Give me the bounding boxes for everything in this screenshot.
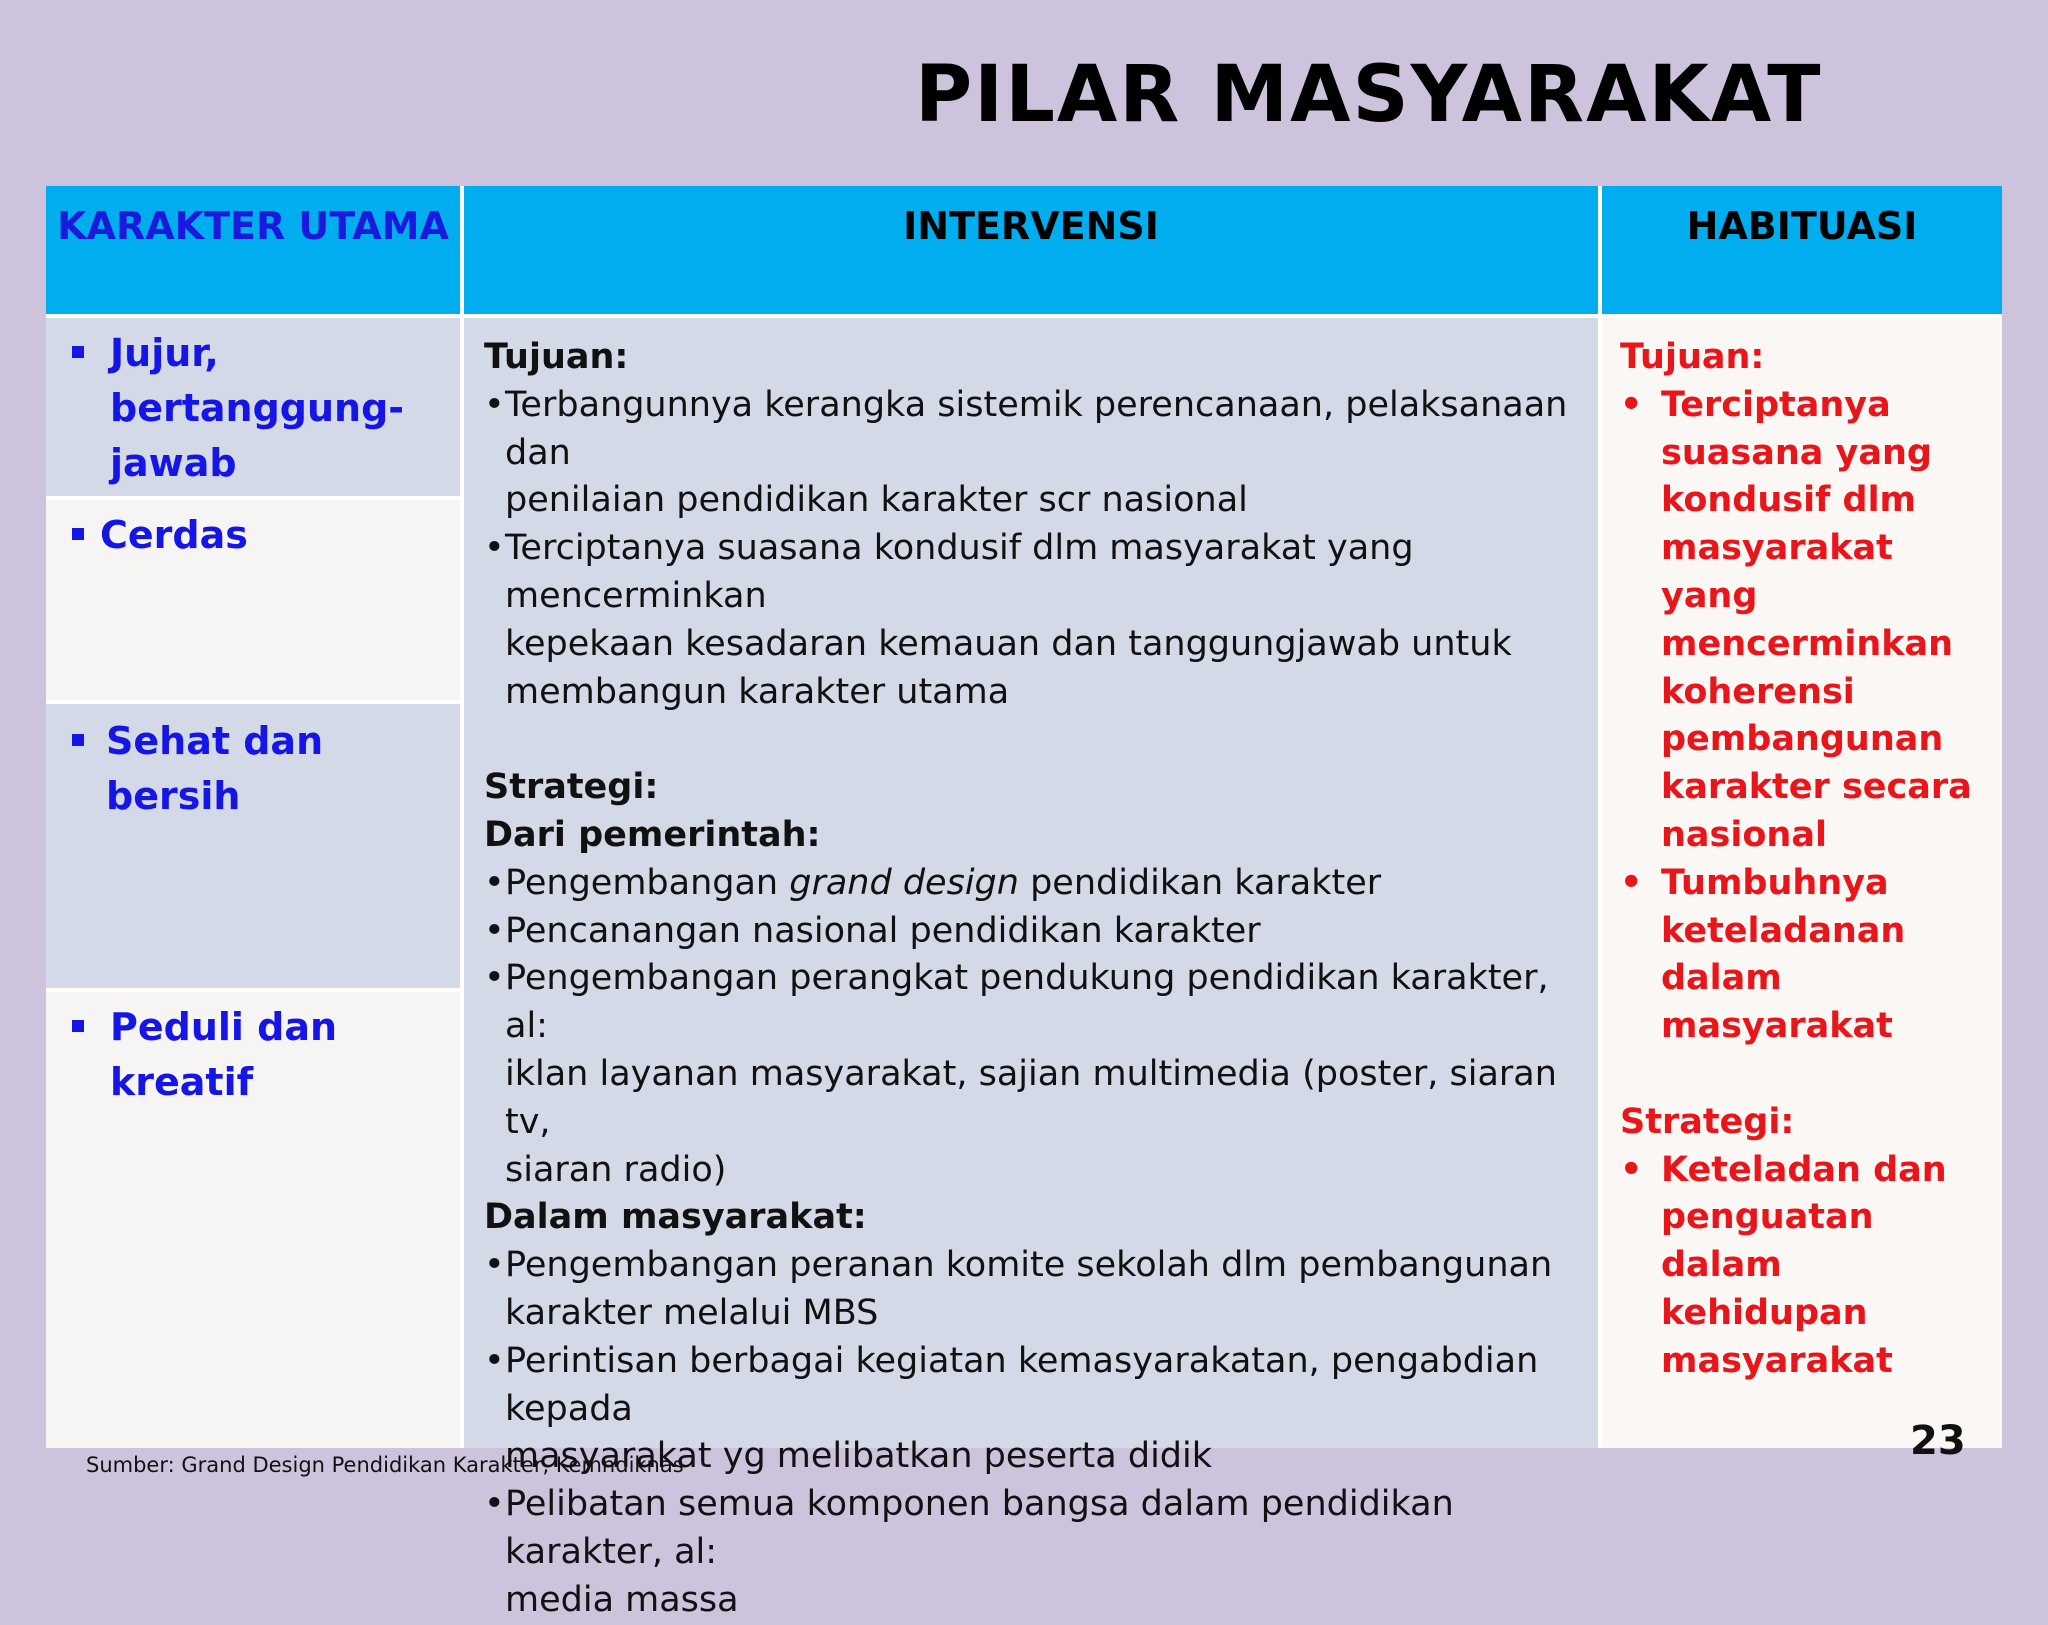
bullet-icon: • (1620, 862, 1643, 903)
habituasi-tujuan-heading: Tujuan: (1620, 337, 1765, 377)
intervensi-pemerintah-item (484, 955, 1578, 1194)
text-line: karakter melalui MBS (505, 1292, 879, 1333)
bullet-icon: • (484, 1245, 505, 1286)
text-line: Pelibatan semua komponen bangsa dalam pendidikan karakter, al: (505, 1484, 1454, 1572)
text-line: Perintisan berbagai kegiatan kemasyarakatan, pengabdian kepada (505, 1340, 1539, 1429)
text-line: masyarakat yang (1661, 528, 1893, 616)
intervensi-tujuan-heading: Tujuan: (484, 337, 629, 377)
text-line: koherensi (1661, 671, 1855, 712)
text-line: media massa (505, 1579, 739, 1620)
text-line: suasana yang (1661, 432, 1932, 473)
text-line: Terbangunnya kerangka sistemik perencanaan, pelaksanaan dan (505, 384, 1568, 473)
text-line: Keteladan dan (1661, 1149, 1947, 1190)
text-line: keteladanan dalam (1661, 910, 1906, 999)
intervensi-tujuan-item (484, 382, 1578, 525)
text-line: pembangunan (1661, 719, 1944, 760)
bullet-icon: • (484, 1484, 505, 1525)
habituasi-tujuan-item (1620, 382, 1992, 860)
karakter-item-sehat (72, 714, 460, 824)
text-line: nasional (1661, 814, 1827, 855)
text-line: Tumbuhnya (1661, 862, 1889, 903)
bullet-icon: • (484, 528, 505, 569)
karakter-line: bertanggung- (110, 386, 405, 430)
karakter-line: Jujur, (110, 331, 219, 375)
text-line: masyarakat yg melibatkan peserta didik (505, 1436, 1213, 1477)
square-bullet-icon (72, 734, 84, 746)
text-span: Pengembangan (505, 862, 790, 903)
habituasi-strategi-item (1620, 1147, 1992, 1386)
bullet-icon: • (484, 862, 505, 903)
text-line: kondusif dlm (1661, 480, 1917, 521)
habituasi-strategi-heading: Strategi: (1620, 1101, 1795, 1142)
karakter-cell-2 (46, 500, 460, 700)
text-line: membangun karakter utama (505, 671, 1010, 712)
karakter-cell-1 (46, 318, 460, 496)
bullet-icon: • (484, 1340, 505, 1381)
habituasi-tujuan-item (1620, 860, 1992, 1051)
square-bullet-icon (72, 528, 84, 540)
text-span: pendidikan karakter (1018, 862, 1382, 903)
intervensi-masyarakat-item (484, 1481, 1578, 1624)
karakter-label: Sehat dan bersih (106, 719, 324, 818)
bullet-icon: • (1620, 1149, 1643, 1190)
intervensi-masyarakat-item (484, 1242, 1578, 1338)
intervensi-pemerintah-item (484, 908, 1578, 956)
square-bullet-icon (72, 346, 84, 358)
intervensi-masyarakat-heading: Dalam masyarakat: (484, 1197, 867, 1238)
text-line: kepekaan kesadaran kemauan dan tanggungjawab untuk (505, 623, 1512, 664)
source-note: Sumber: Grand Design Pendidikan Karakter, Kemndiknas (86, 1453, 684, 1477)
header-habituasi: HABITUASI (1602, 186, 2002, 314)
text-line: Pengembangan perangkat pendukung pendidikan karakter, al: (505, 958, 1549, 1047)
bullet-icon: • (484, 958, 505, 999)
text-line: masyarakat (1661, 1340, 1893, 1381)
habituasi-cell (1602, 318, 2002, 1448)
text-line: penilaian pendidikan karakter scr nasional (505, 480, 1248, 521)
text-line: Pengembangan peranan komite sekolah dlm pembangunan (505, 1245, 1553, 1286)
header-karakter-utama: KARAKTER UTAMA (46, 186, 460, 314)
page-title: PILAR MASYARAKAT (915, 50, 1823, 140)
karakter-item-cerdas (72, 508, 248, 563)
text-line: kehidupan (1661, 1292, 1868, 1333)
karakter-label: Peduli dan kreatif (110, 1005, 338, 1104)
text-line: masyarakat (1661, 1006, 1893, 1047)
text-line: penguatan dalam (1661, 1197, 1874, 1286)
text-emphasis: grand design (789, 862, 1019, 903)
text-line: Terciptanya (1661, 384, 1891, 425)
header-intervensi: INTERVENSI (464, 186, 1598, 314)
karakter-cell-3 (46, 704, 460, 988)
text-line: mencerminkan (1661, 623, 1954, 664)
bullet-icon: • (1620, 384, 1643, 425)
karakter-line: jawab (110, 441, 237, 485)
karakter-cell-4 (46, 992, 460, 1448)
karakter-item-peduli (72, 1000, 460, 1110)
bullet-icon: • (484, 384, 505, 425)
bullet-icon: • (484, 910, 505, 951)
text-line: Terciptanya suasana kondusif dlm masyarakat yang mencerminkan (505, 528, 1414, 616)
intervensi-tujuan-item (484, 525, 1578, 716)
karakter-item-jujur (72, 326, 404, 491)
text-line: iklan layanan masyarakat, sajian multimedia (poster, siaran tv, (505, 1053, 1557, 1142)
text-line: karakter secara (1661, 767, 1972, 808)
karakter-label: Cerdas (100, 513, 248, 557)
square-bullet-icon (72, 1020, 84, 1032)
intervensi-cell (464, 318, 1598, 1620)
intervensi-pemerintah-item (484, 860, 1578, 908)
intervensi-pemerintah-heading: Dari pemerintah: (484, 814, 821, 855)
page-number: 23 (1910, 1418, 1966, 1464)
intervensi-strategi-heading: Strategi: (484, 767, 659, 808)
text-line: Pencanangan nasional pendidikan karakter (505, 910, 1261, 951)
text-line: siaran radio) (505, 1149, 727, 1190)
